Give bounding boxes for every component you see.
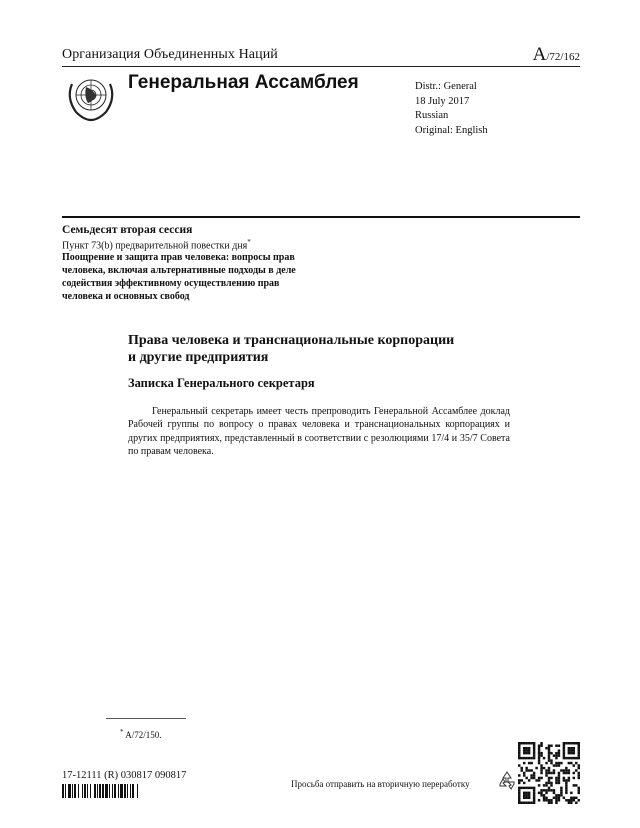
section-rule	[62, 216, 580, 218]
title-line: и другие предприятия	[128, 350, 269, 365]
document-symbol	[533, 44, 580, 66]
footnote	[120, 728, 162, 740]
footnote-rule	[106, 718, 186, 719]
un-emblem-icon	[64, 72, 118, 122]
symbol-letter: A	[532, 44, 547, 65]
symbol-number: /72/162	[546, 51, 580, 63]
barcode	[62, 784, 202, 798]
qr-code	[518, 742, 580, 804]
distr-line: Distr.: General	[415, 81, 477, 92]
original-language-line: Original: English	[415, 124, 488, 136]
recycle-icon	[497, 770, 517, 792]
footnote-ref: *	[247, 238, 251, 246]
language-line: Russian	[415, 110, 449, 121]
agenda-title: Поощрение и защита прав человека: вопросы прав человека, включая альтернативные подходы в деле содействия эффективному осуществлению прав человека и основных свобод	[62, 252, 296, 302]
title-line: Права человека и транснациональные корпорации	[128, 333, 455, 348]
agenda-item	[62, 238, 251, 251]
date-line: 18 July 2017	[415, 95, 470, 107]
header-rule	[62, 66, 580, 67]
recycle-notice: Просьба отправить на вторичную переработку	[291, 779, 470, 789]
footnote-mark: *	[120, 728, 124, 736]
document-number: 17-12111 (R) 030817 090817	[62, 770, 187, 781]
body-paragraph: Генеральный секретарь имеет честь препроводить Генеральной Ассамблее доклад Рабочей группы по вопросу о правах человека и транснациональных корпорациях и других предприятиях, представленный в соответствии с резолюциями 17/4 и 35/7 Совета по правам человека.	[128, 406, 510, 458]
session-title: Семьдесят вторая сессия	[62, 224, 193, 236]
distribution-info	[415, 80, 488, 138]
body-name: Генеральная Ассамблея	[128, 72, 359, 93]
barcode-bar	[138, 784, 139, 798]
document-title	[128, 332, 508, 366]
document-subtitle: Записка Генерального секретаря	[128, 376, 315, 390]
agenda-item-text: Пункт 73(b) предварительной повестки дня	[62, 240, 248, 252]
footnote-text: A/72/150.	[125, 730, 162, 740]
organization-name: Организация Объединенных Наций	[62, 47, 278, 62]
